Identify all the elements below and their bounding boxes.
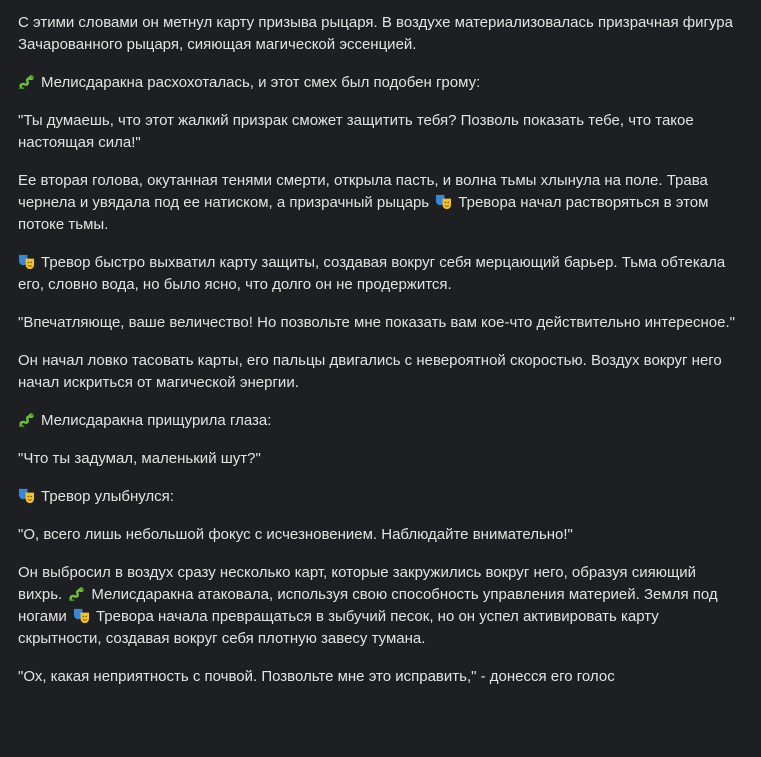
masks-icon <box>435 193 452 210</box>
message-text: "Что ты задумал, маленький шут?" <box>18 450 261 467</box>
message-paragraph <box>18 562 743 650</box>
message-text: Тревора начал растворяться в этом потоке тьмы. <box>18 194 709 233</box>
message-text: "О, всего лишь небольшой фокус с исчезновением. Наблюдайте внимательно!" <box>18 526 573 543</box>
message-text: Он начал ловко тасовать карты, его пальцы двигались с невероятной скоростью. Воздух вокруг него начал искриться от магической энергии. <box>18 352 722 391</box>
message-paragraph <box>18 410 743 432</box>
message-paragraph <box>18 524 743 546</box>
message-text: Тревор улыбнулся: <box>41 488 174 505</box>
message-text: Тревор быстро выхватил карту защиты, создавая вокруг себя мерцающий барьер. Тьма обтекала его, словно вода, но было ясно, что долго он не продержится. <box>18 254 726 293</box>
message-text: Ее вторая голова, окутанная тенями смерти, открыла пасть, и волна тьмы хлынула на поле. Трава чернела и увядала под ее натиском, а призрачный рыцарь <box>18 172 708 211</box>
message-paragraph <box>18 448 743 470</box>
message-paragraph <box>18 72 743 94</box>
dragon-icon <box>68 585 85 602</box>
message-text: Мелисдаракна атаковала, используя свою способность управления материей. Земля под ногами <box>18 586 718 625</box>
message-text: Мелисдаракна прищурила глаза: <box>41 412 272 429</box>
message-text: Тревора начала превращаться в зыбучий песок, но он успел активировать карту скрытности, создавая вокруг себя плотную завесу тумана. <box>18 608 659 647</box>
message-paragraph <box>18 110 743 154</box>
dragon-icon <box>18 411 35 428</box>
message-paragraph <box>18 486 743 508</box>
masks-icon <box>73 607 90 624</box>
message-text: "Ты думаешь, что этот жалкий призрак сможет защитить тебя? Позволь показать тебе, что такое настоящая сила!" <box>18 112 694 151</box>
message-text: "Ох, какая неприятность с почвой. Позвольте мне это исправить," - донесся его голос <box>18 668 615 685</box>
masks-icon <box>18 487 35 504</box>
message-paragraph <box>18 252 743 296</box>
message-paragraph <box>18 170 743 236</box>
message-text: Мелисдаракна расхохоталась, и этот смех был подобен грому: <box>41 74 481 91</box>
message-paragraph <box>18 12 743 56</box>
message-paragraph <box>18 312 743 334</box>
message-text: "Впечатляюще, ваше величество! Но позвольте мне показать вам кое-что действительно интересное." <box>18 314 735 331</box>
message-paragraph <box>18 350 743 394</box>
message-paragraph <box>18 666 743 688</box>
masks-icon <box>18 253 35 270</box>
message-text: С этими словами он метнул карту призыва рыцаря. В воздухе материализовалась призрачная фигура Зачарованного рыцаря, сияющая магической эссенцией. <box>18 14 733 53</box>
dragon-icon <box>18 73 35 90</box>
message-text: Он выбросил в воздух сразу несколько карт, которые закружились вокруг него, образуя сияющий вихрь. <box>18 564 697 603</box>
chat-transcript <box>18 12 743 704</box>
